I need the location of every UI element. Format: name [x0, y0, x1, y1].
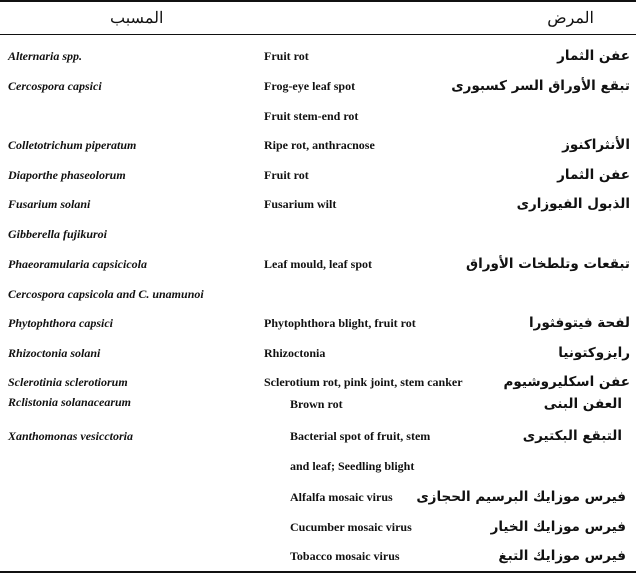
disease-english-cell: Alfalfa mosaic virus: [290, 490, 393, 504]
cause-cell: Phytophthora capsici: [8, 316, 114, 330]
disease-arabic-cell: تبقعات وتلطخات الأوراق: [466, 256, 630, 272]
cause-cell: Alternaria spp.: [8, 49, 83, 63]
disease-english-cell: Phytophthora blight, fruit rot: [264, 316, 416, 330]
cause-cell: Cercospora capsici: [8, 79, 102, 93]
disease-english-cell: Leaf mould, leaf spot: [264, 257, 372, 271]
cause-cell: Sclerotinia sclerotiorum: [8, 375, 128, 389]
disease-arabic-cell: التبقع البكتيرى: [522, 428, 622, 444]
disease-arabic-cell: عفن الثمار: [557, 167, 630, 183]
header-rule: [0, 34, 636, 35]
cause-cell: Diaporthe phaseolorum: [8, 168, 126, 182]
disease-column-header: المرض: [547, 10, 594, 27]
disease-arabic-cell: فيرس موزايك الخيار: [490, 519, 626, 535]
disease-english-cell: Sclerotium rot, pink joint, stem canker: [264, 375, 463, 389]
disease-english-cell: Bacterial spot of fruit, stem: [290, 429, 431, 443]
cause-cell: Fusarium solani: [8, 197, 91, 211]
disease-english-cell: Cucumber mosaic virus: [290, 520, 412, 534]
cause-cell: Xanthomonas vesicctoria: [8, 429, 134, 443]
disease-english-cell: Frog-eye leaf spot: [264, 79, 356, 93]
bottom-rule: [0, 571, 636, 573]
top-rule: [0, 0, 636, 2]
disease-arabic-cell: الأنثراكنوز: [562, 137, 630, 153]
cause-column-header: المسبب: [110, 10, 164, 27]
disease-arabic-cell: عفن الثمار: [557, 48, 630, 64]
disease-english-cell: Rhizoctonia: [264, 346, 326, 360]
cause-cell: Cercospora capsicola and C. unamunoi: [8, 287, 204, 301]
cause-cell: Rclistonia solanacearum: [8, 395, 132, 409]
disease-arabic-cell: لفحة فيتوفثورا: [529, 315, 630, 331]
disease-english-cell: Fruit rot: [264, 49, 309, 63]
cause-cell: Colletotrichum piperatum: [8, 138, 137, 152]
disease-arabic-cell: فيرس موزايك التبغ: [498, 548, 626, 564]
disease-arabic-cell: الذبول الفيوزارى: [516, 196, 630, 212]
cause-cell: Phaeoramularia capsicicola: [8, 257, 147, 271]
disease-arabic-cell: تبقع الأوراق السر كسبورى: [451, 78, 630, 94]
disease-arabic-cell: عفن اسكليروشيوم: [503, 374, 630, 390]
disease-arabic-cell: فيرس موزايك البرسيم الحجازى: [416, 489, 626, 505]
disease-arabic-cell: العفن البنى: [543, 396, 622, 412]
disease-english-cell: Fruit stem-end rot: [264, 109, 359, 123]
cause-cell: Rhizoctonia solani: [8, 346, 101, 360]
disease-arabic-cell: رايزوكتونيا: [558, 345, 630, 361]
disease-english-cell: and leaf; Seedling blight: [290, 459, 415, 473]
disease-english-cell: Fusarium wilt: [264, 197, 337, 211]
disease-english-cell: Ripe rot, anthracnose: [264, 138, 375, 152]
disease-english-cell: Tobacco mosaic virus: [290, 549, 400, 563]
disease-english-cell: Fruit rot: [264, 168, 309, 182]
cause-cell: Gibberella fujikuroi: [8, 227, 108, 241]
disease-english-cell: Brown rot: [290, 397, 343, 411]
